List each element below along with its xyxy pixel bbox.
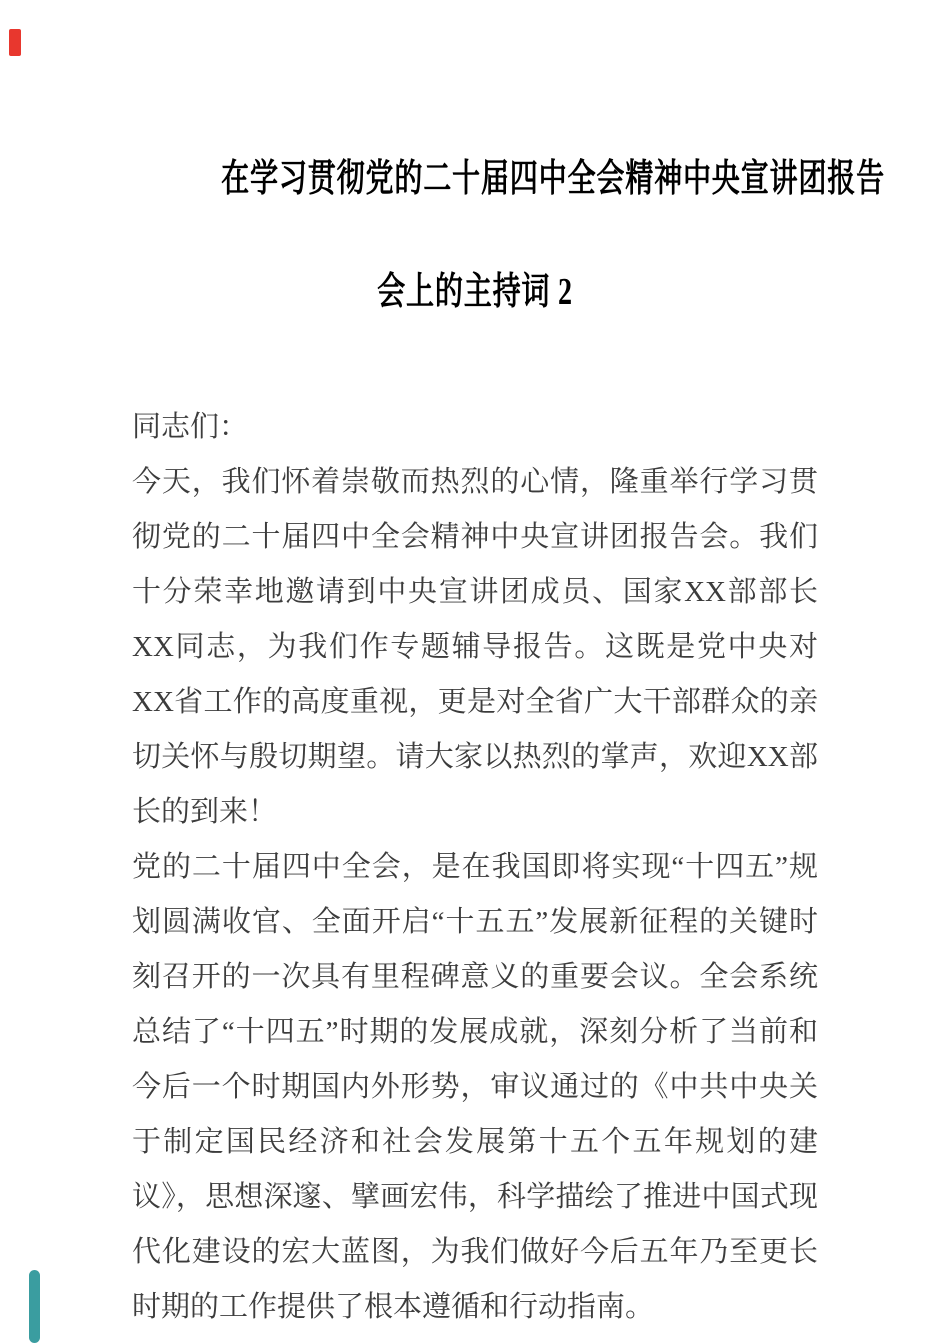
scroll-indicator-thumb[interactable] bbox=[29, 1270, 40, 1343]
body-paragraph-salutation: 同志们： bbox=[132, 411, 249, 443]
document-content bbox=[132, 0, 885, 1335]
body-paragraph: 党的二十届四中全会，是在我国即将实现“十四五”规划圆满收官、全面开启“十五五”发展新征程的关键时刻召开的一次具有里程碑意义的重要会议。全会系统总结了“十四五”时期的发展成就，深刻分析了当前和今后一个时期国内外形势，审议通过的《中共中央关于制定国民经济和社会发展第十五个五年规划的建议》，思想深邃、擘画宏伟，科学描绘了推进中国式现代化建设的宏大蓝图，为我们做好今后五年乃至更长时期的工作提供了根本遵循和行动指南。 bbox=[132, 851, 818, 1323]
document-title bbox=[132, 123, 885, 349]
document-title-line-2: 会上的主持词 2 bbox=[377, 271, 573, 313]
document-body bbox=[132, 400, 818, 1335]
body-paragraph: 今天，我们怀着崇敬而热烈的心情，隆重举行学习贯彻党的二十届四中全会精神中央宣讲团报告会。我们十分荣幸地邀请到中央宣讲团成员、国家XX部部长XX同志，为我们作专题辅导报告。这既是党中央对XX省工作的高度重视，更是对全省广大干部群众的亲切关怀与殷切期望。请大家以热烈的掌声，欢迎XX部长的到来！ bbox=[132, 466, 818, 828]
red-annotation-mark bbox=[9, 29, 21, 56]
document-title-line-1: 在学习贯彻党的二十届四中全会精神中央宣讲团报告 bbox=[221, 158, 885, 200]
